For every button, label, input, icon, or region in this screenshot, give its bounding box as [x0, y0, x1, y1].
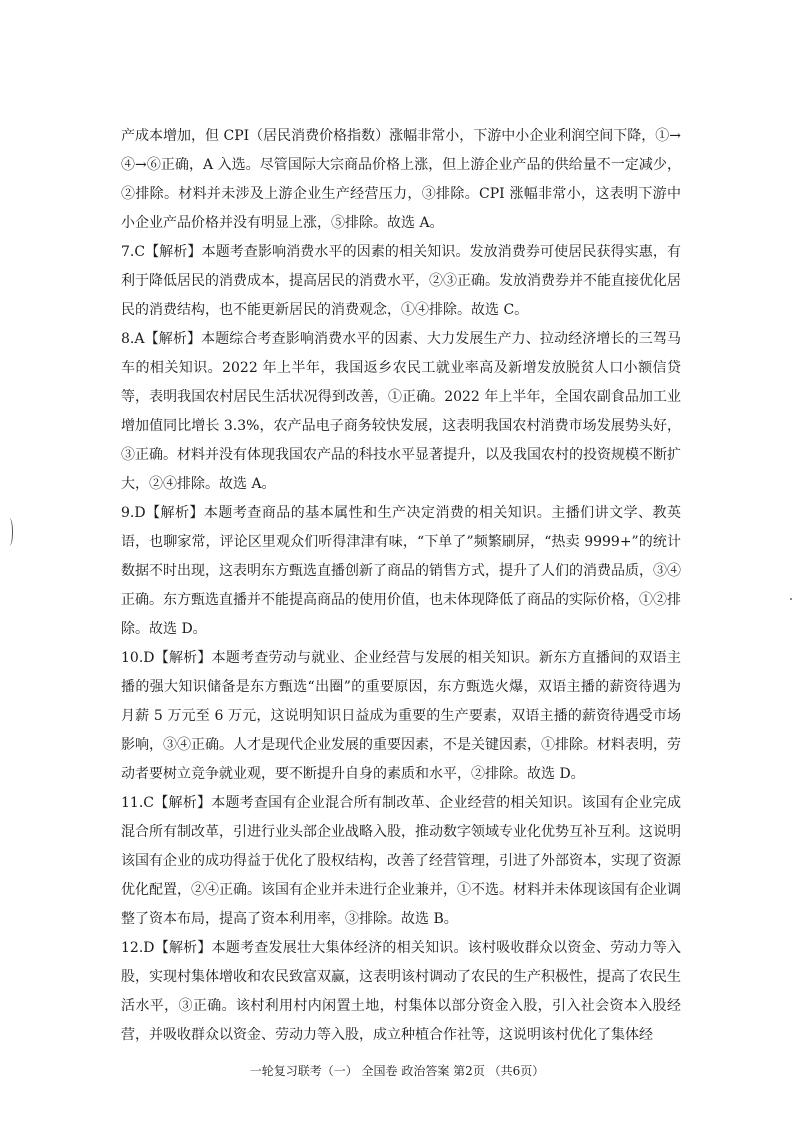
- answer-content: [121, 122, 681, 1050]
- answer-10: 10.D【解析】本题考查劳动与就业、企业经营与发展的相关知识。新东方直播间的双语主播的强大知识储备是东方甄选“出圈”的重要原因，东方甄选火爆，双语主播的薪资待遇为月薪 5 万元至 6 万元，这说明知识日益成为重要的生产要素，双语主播的薪资待遇受市场影响，③④正确。人才是现代企业发展的重要因素，不是关键因素，①排除。材料表明，劳动者要树立竞争就业观，要不断提升自身的素质和水平，②排除。故选 D。: [121, 650, 681, 782]
- page-footer: 一轮复习联考（一） 全国卷 政治答案 第2页 （共6页）: [249, 1064, 545, 1078]
- answer-6-continued: 产成本增加，但 CPI（居民消费价格指数）涨幅非常小，下游中小企业利润空间下降，①→④→⑥正确，A 入选。尽管国际大宗商品价格上涨，但上游企业产品的供给量不一定减少，②排除。材料并未涉及上游企业生产经营压力，③排除。CPI 涨幅非常小，这表明下游中小企业产品价格并没有明显上涨，⑤排除。故选 A。: [121, 128, 681, 231]
- answer-9: 9.D【解析】本题考查商品的基本属性和生产决定消费的相关知识。主播们讲文学、教英语，也聊家常，评论区里观众们听得津津有味，“下单了”频繁刷屏，“热卖 9999+”的统计数据不时出现，这表明东方甄选直播创新了商品的销售方式，提升了人们的消费品质，③④正确。东方甄选直播并不能提高商品的使用价值，也未体现降低了商品的实际价格，①②排除。故选 D。: [121, 505, 681, 637]
- scan-mark-right: [790, 598, 792, 600]
- answer-8: 8.A【解析】本题综合考查影响消费水平的因素、大力发展生产力、拉动经济增长的三驾马车的相关知识。2022 年上半年，我国返乡农民工就业率高及新增发放脱贫人口小额信贷等，表明我国农村居民生活状况得到改善，①正确。2022 年上半年，全国农副食品加工业增加值同比增长 3.3%，农产品电子商务较快发展，这表明我国农村消费市场发展势头好，③正确。材料并没有体现我国农产品的科技水平显著提升，以及我国农村的投资规模不断扩大，②④排除。故选 A。: [121, 331, 681, 492]
- scan-mark-left: [6, 518, 13, 546]
- answer-7: 7.C【解析】本题考查影响消费水平的因素的相关知识。发放消费券可使居民获得实惠，有利于降低居民的消费成本，提高居民的消费水平，②③正确。发放消费券并不能直接优化居民的消费结构，也不能更新居民的消费观念，①④排除。故选 C。: [121, 244, 681, 318]
- answer-12: 12.D【解析】本题考查发展壮大集体经济的相关知识。该村吸收群众以资金、劳动力等入股，实现村集体增收和农民致富双赢，这表明该村调动了农民的生产积极性，提高了农民生活水平，③正确。该村利用村内闲置土地，村集体以部分资金入股，引入社会资本入股经营，并吸收群众以资金、劳动力等入股，成立种植合作社等，这说明该村优化了集体经: [121, 940, 681, 1043]
- answer-11: 11.C【解析】本题考查国有企业混合所有制改革、企业经营的相关知识。该国有企业完成混合所有制改革，引进行业头部企业战略入股，推动数字领域专业化优势互补互利。这说明该国有企业的成功得益于优化了股权结构，改善了经营管理，引进了外部资本，实现了资源优化配置，②④正确。该国有企业并未进行企业兼并，①不选。材料并未体现该国有企业调整了资本布局，提高了资本利用率，③排除。故选 B。: [121, 795, 681, 927]
